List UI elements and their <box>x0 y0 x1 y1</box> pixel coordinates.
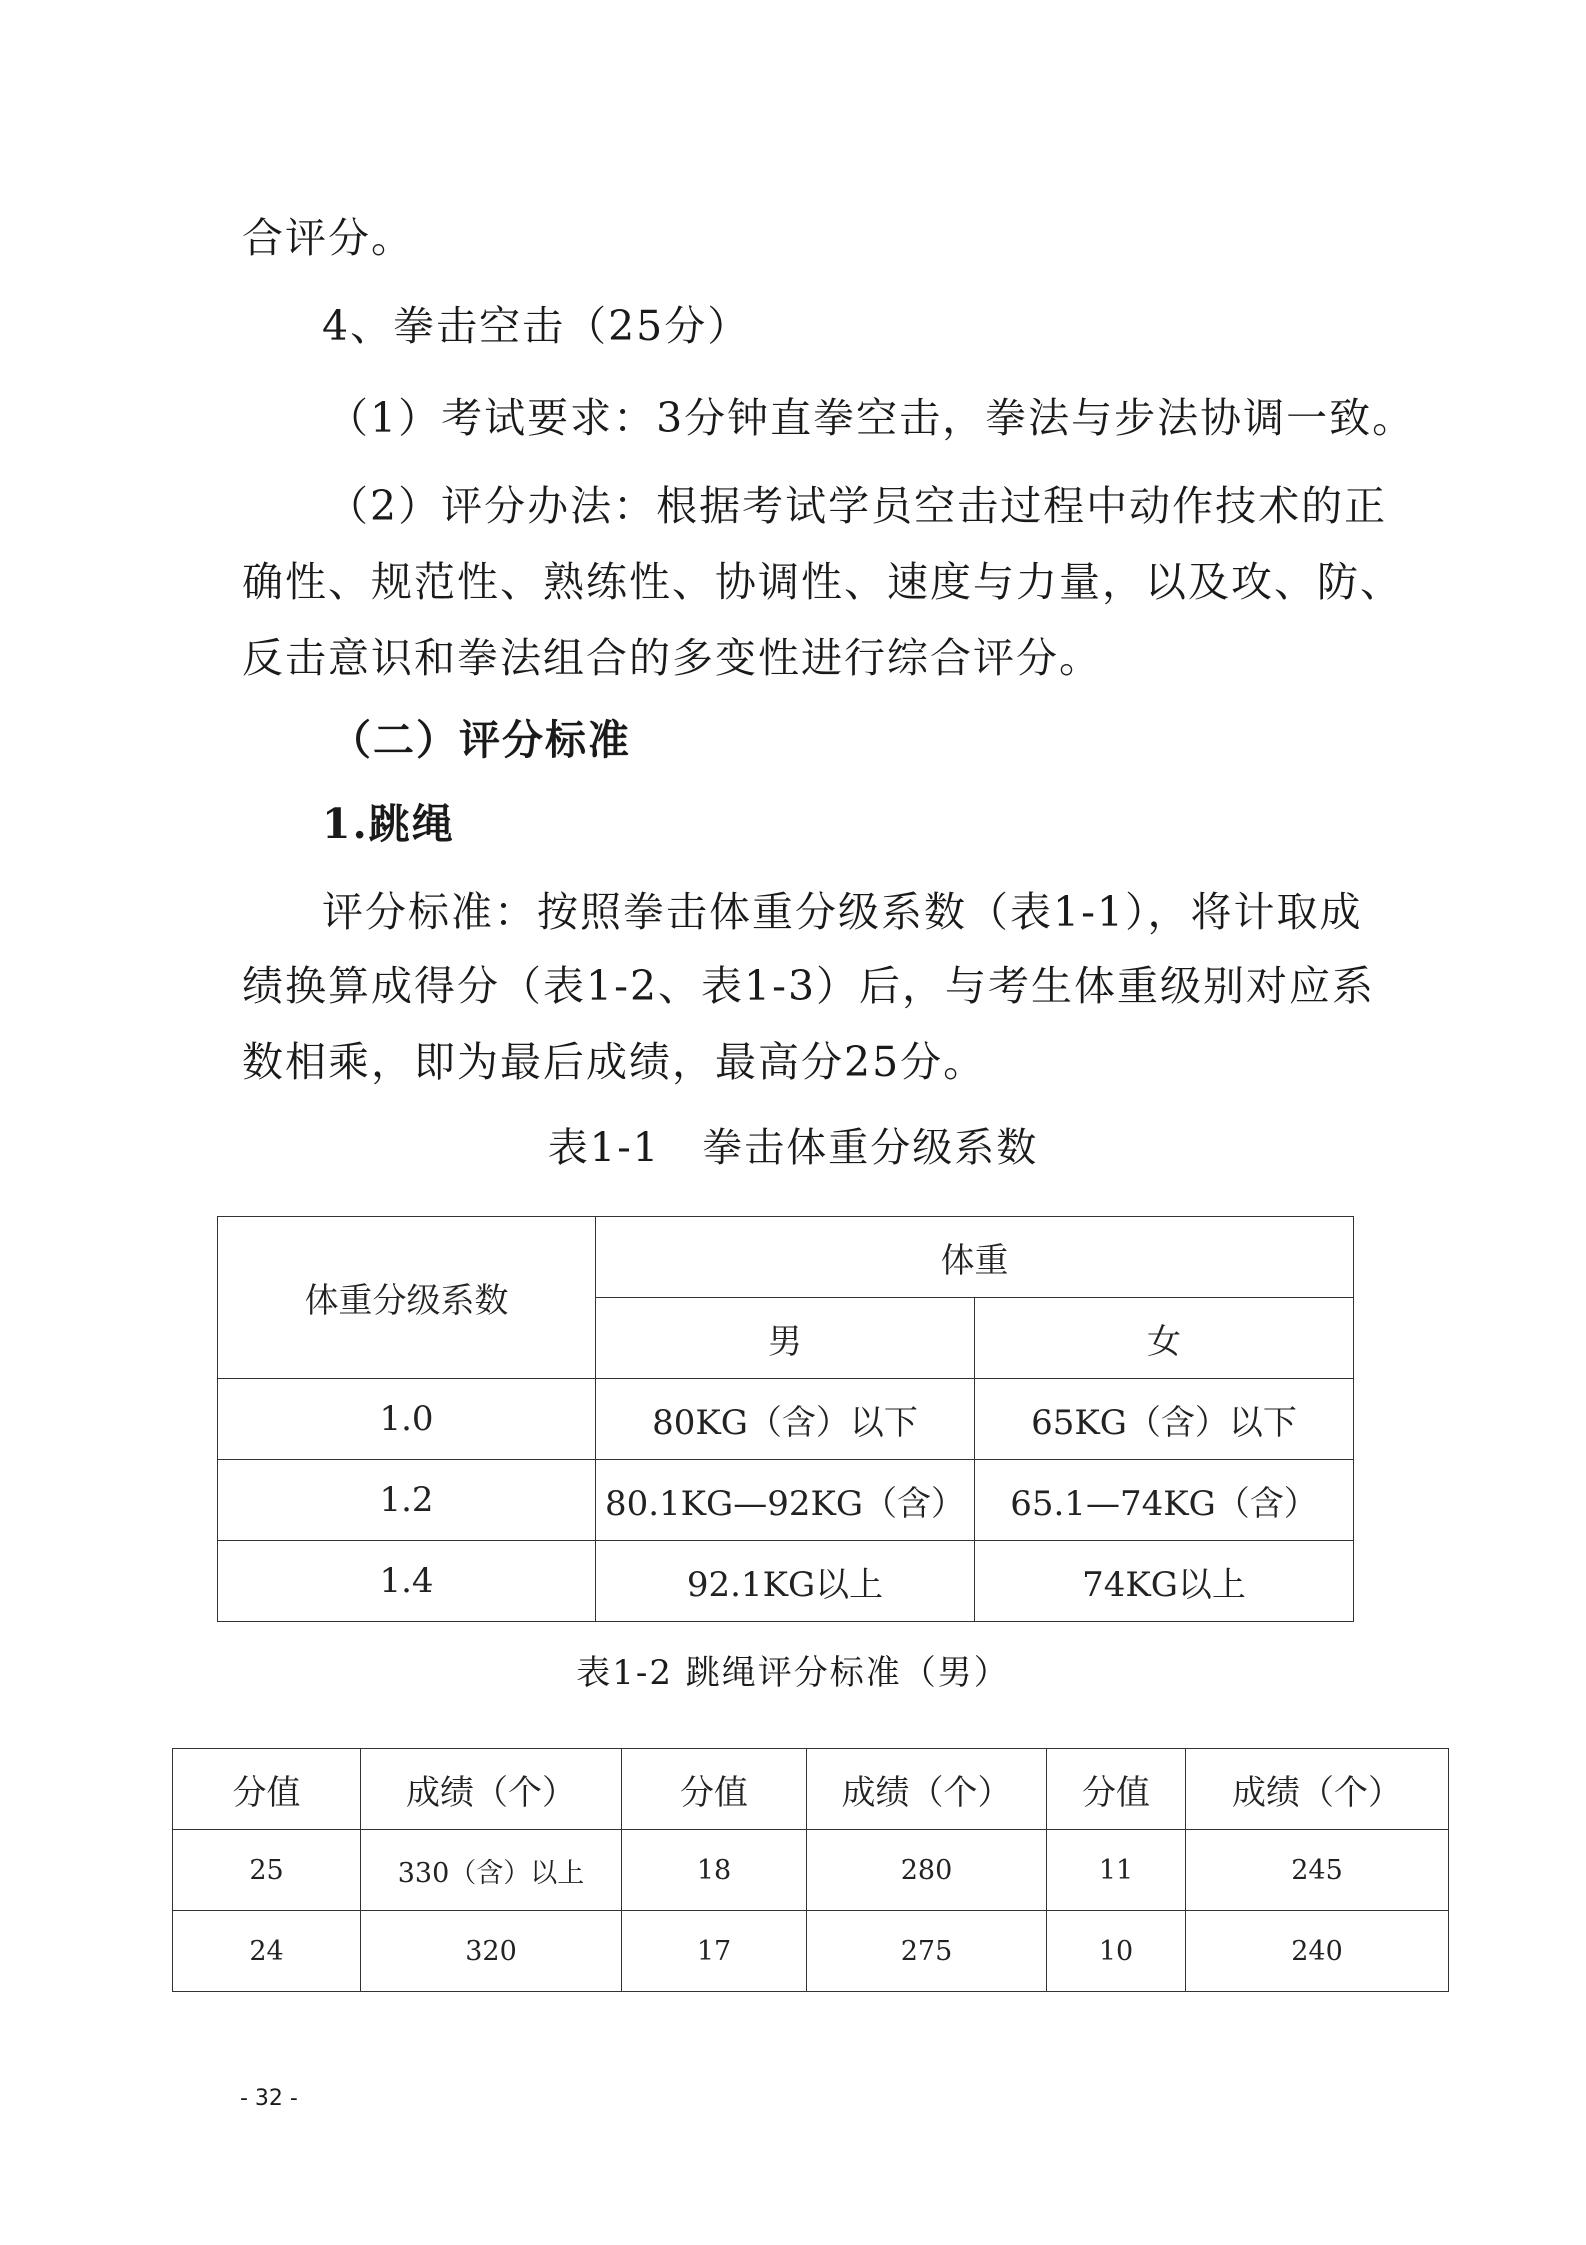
paragraph-line: 绩换算成得分（表1-2、表1-3）后，与考生体重级别对应系 <box>242 962 1376 1010</box>
table-row <box>218 1379 1354 1460</box>
table-cell: 65.1—74KG（含） <box>975 1460 1354 1541</box>
table-header-cell: 分值 <box>173 1749 361 1830</box>
table-header-cell: 体重分级系数 <box>218 1217 596 1379</box>
table-cell: 74KG以上 <box>975 1541 1354 1622</box>
paragraph-line: （2）评分办法：根据考试学员空击过程中动作技术的正 <box>327 482 1388 530</box>
page-number: - 32 - <box>240 2086 298 2111</box>
table-header-cell: 成绩（个） <box>807 1749 1047 1830</box>
table-header-cell: 分值 <box>1047 1749 1186 1830</box>
table-cell: 245 <box>1186 1830 1449 1911</box>
table-cell: 1.4 <box>218 1541 596 1622</box>
paragraph-line: 评分标准：按照拳击体重分级系数（表1-1），将计取成 <box>322 888 1363 936</box>
table-header-cell: 体重 <box>596 1217 1354 1298</box>
table-row <box>173 1830 1449 1911</box>
table-cell: 240 <box>1186 1911 1449 1992</box>
paragraph-line: 反击意识和拳法组合的多变性进行综合评分。 <box>242 634 1102 682</box>
table-cell: 24 <box>173 1911 361 1992</box>
paragraph-line: （1）考试要求：3分钟直拳空击，拳法与步法协调一致。 <box>327 394 1416 442</box>
table-cell: 80.1KG—92KG（含） <box>596 1460 975 1541</box>
subsection-heading: （二）评分标准 <box>330 716 631 764</box>
table-cell: 330（含）以上 <box>361 1830 622 1911</box>
table-row <box>218 1541 1354 1622</box>
table-cell: 18 <box>622 1830 807 1911</box>
jump-rope-score-table <box>172 1748 1449 1992</box>
table-cell: 1.0 <box>218 1379 596 1460</box>
table-row <box>218 1460 1354 1541</box>
table-caption: 表1-1 拳击体重分级系数 <box>547 1125 1039 1171</box>
table-cell: 1.2 <box>218 1460 596 1541</box>
table-cell: 320 <box>361 1911 622 1992</box>
table-cell: 25 <box>173 1830 361 1911</box>
table-cell: 10 <box>1047 1911 1186 1992</box>
table-header-cell: 男 <box>596 1298 975 1379</box>
paragraph-line: 数相乘，即为最后成绩，最高分25分。 <box>242 1038 987 1086</box>
table-cell: 80KG（含）以下 <box>596 1379 975 1460</box>
table-row <box>173 1911 1449 1992</box>
section-heading: 4、拳击空击（25分） <box>322 302 751 350</box>
paragraph-line: 合评分。 <box>242 214 414 262</box>
table-cell: 280 <box>807 1830 1047 1911</box>
paragraph-line: 确性、规范性、熟练性、协调性、速度与力量，以及攻、防、 <box>242 558 1403 606</box>
table-header-cell: 成绩（个） <box>361 1749 622 1830</box>
item-heading: 1.跳绳 <box>322 800 455 848</box>
table-header-cell: 女 <box>975 1298 1354 1379</box>
table-cell: 17 <box>622 1911 807 1992</box>
table-caption: 表1-2 跳绳评分标准（男） <box>576 1653 1010 1693</box>
table-cell: 92.1KG以上 <box>596 1541 975 1622</box>
weight-coefficient-table <box>217 1216 1354 1622</box>
table-cell: 275 <box>807 1911 1047 1992</box>
table-header-cell: 分值 <box>622 1749 807 1830</box>
table-cell: 11 <box>1047 1830 1186 1911</box>
table-cell: 65KG（含）以下 <box>975 1379 1354 1460</box>
table-header-cell: 成绩（个） <box>1186 1749 1449 1830</box>
